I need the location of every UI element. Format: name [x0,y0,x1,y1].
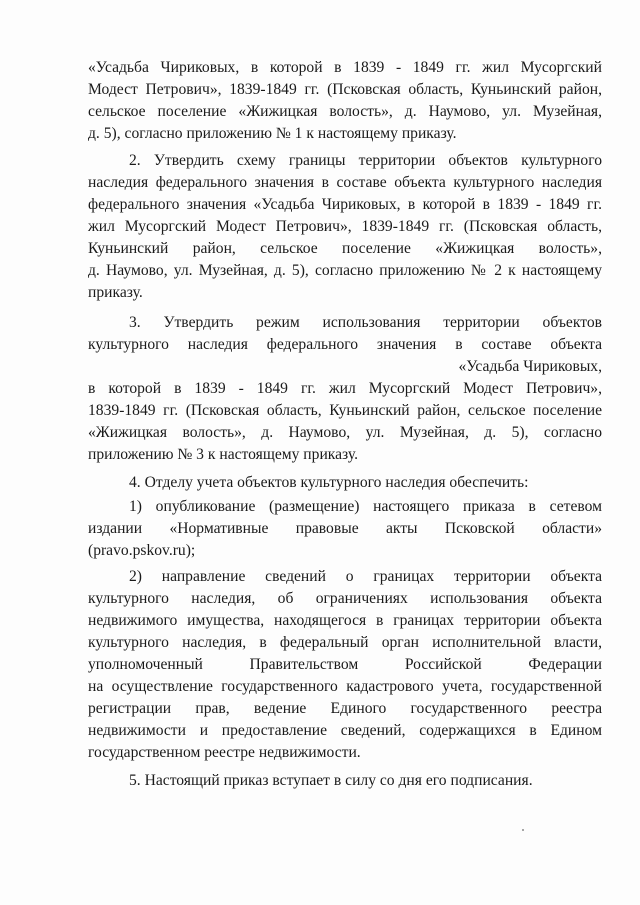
text-line: д. 5), согласно приложению № 1 к настоящему приказу. [88,125,457,142]
text-line: издании «Нормативные правовые акты Псковской области» [88,520,602,537]
text-line: (pravo.pskov.ru); [88,542,196,559]
text-line: на осуществление государственного кадастрового учета, государственной [88,678,602,695]
list-item-1-first-line: 1) опубликование (размещение) настоящего приказа в сетевом [129,498,602,515]
paragraph-5-line: 5. Настоящий приказ вступает в силу со дня его подписания. [129,772,533,789]
text-line: культурного наследия, в федеральный орган исполнительной власти, [88,634,602,651]
paragraph-3-first-line: 3. Утвердить режим использования территории объектов [129,314,602,331]
text-line: наследия федерального значения в составе объекта культурного наследия [88,174,602,191]
text-line: Модест Петрович», 1839-1849 гг. (Псковская область, Куньинский район, [88,81,602,98]
text-line: недвижимого имущества, находящегося в границах территории объекта [88,612,602,629]
text-line: «Усадьба Чириковых, в которой в 1839 - 1849 гг. жил Мусоргский [88,59,602,76]
text-line: «Жижицкая волость», д. Наумово, ул. Музейная, д. 5), согласно [88,424,602,441]
paragraph-2-first-line: 2. Утвердить схему границы территории объектов культурного [129,152,602,169]
text-line: регистрации прав, ведение Единого государственного реестра [88,700,602,717]
list-item-2-first-line: 2) направление сведений о границах территории объекта [129,568,602,585]
text-line: государственном реестре недвижимости. [88,744,361,761]
text-line: федерального значения «Усадьба Чириковых, в которой в 1839 - 1849 гг. [88,196,602,213]
text-line: культурного наследия федерального значения в составе объекта [88,336,602,353]
scan-speck [522,829,524,831]
text-line: в которой в 1839 - 1849 гг. жил Мусоргский Модест Петрович», [88,380,602,397]
text-line: жил Мусоргский Модест Петрович», 1839-1849 гг. (Псковская область, [88,218,602,235]
text-line: 1839-1849 гг. (Псковская область, Куньинский район, сельское поселение [88,402,602,419]
text-line: культурного наследия, об ограничениях использования объекта [88,590,602,607]
text-line: сельское поселение «Жижицкая волость», д. Наумово, ул. Музейная, [88,103,602,120]
text-line: приказу. [88,284,143,301]
text-line: уполномоченный Правительством Российской Федерации [88,656,602,673]
paragraph-4-first-line: 4. Отделу учета объектов культурного наследия обеспечить: [129,474,529,491]
text-line: д. Наумово, ул. Музейная, д. 5), согласно приложению № 2 к настоящему [88,262,602,279]
text-line: недвижимости и предоставление сведений, содержащихся в Едином [88,722,602,739]
text-line: «Усадьба Чириковых, [458,358,602,375]
text-line: Куньинский район, сельское поселение «Жижицкая волость», [88,240,602,257]
text-line: приложению № 3 к настоящему приказу. [88,446,359,463]
